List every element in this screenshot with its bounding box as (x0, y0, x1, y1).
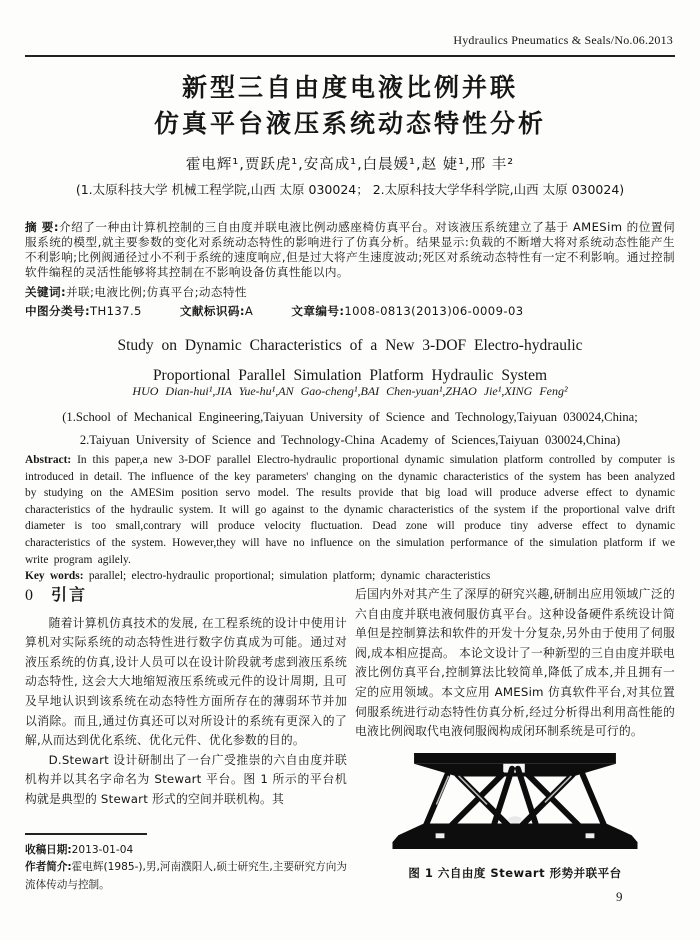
clc-number: TH137.5 (90, 304, 142, 318)
header-rule (25, 55, 675, 57)
page-number: 9 (616, 889, 623, 904)
article-title-en-line1: Study on Dynamic Characteristics of a New 3-DOF Electro-hydraulic (117, 337, 583, 354)
author-bio-label: 作者简介: (25, 861, 72, 873)
stewart-platform-image (391, 751, 639, 849)
article-title-zh (0, 70, 700, 142)
author-bio-line (25, 859, 347, 894)
keywords-zh-text: 并联;电液比例;仿真平台;动态特性 (66, 285, 247, 299)
received-date: 2013-01-04 (71, 843, 134, 856)
platform-top-plate (414, 753, 616, 764)
affiliation-en-1: (1.School of Mechanical Engineering,Taiyuan University of Science and Technology,Taiyuan 030024,China; (62, 410, 638, 424)
figure-1 (355, 751, 675, 884)
doc-code-label: 文献标识码: (179, 304, 245, 318)
article-title-en (0, 331, 700, 391)
affiliations-en (0, 406, 700, 452)
article-title-zh-line1: 新型三自由度电液比例并联 (181, 73, 518, 102)
doc-code: A (244, 304, 254, 318)
keywords-en-label: Key words: (25, 570, 84, 583)
left-column (25, 585, 347, 810)
abstract-zh-text: 介绍了一种由计算机控制的三自由度并联电液比例动感座椅仿真平台。对该液压系统建立了基于 AMESim 的位置伺服系统的模型,就主要参数的变化对系统动态特性的影响进行了仿真分析。结果显示:负载的不断增大将对系统动态性能产生不利影响;比例阀通径过小不利于系统的速度响应,但是过大将产生速度波动;死区对系统动态特性有一定不利影响。通过控制软件编程的灵活性能够将其控制在不影响设备仿真性能以内。 (25, 219, 676, 280)
article-title-en-line2: Proportional Parallel Simulation Platform Hydraulic System (152, 367, 548, 384)
abstract-en-text: In this paper,a new 3-DOF parallel Electro-hydraulic proportional dynamic simulation platform controlled by computer is introduced in detail. The influence of the key parameters' changing on the dynamic characteristics of the system has been analyzed by studying on the AMESim position servo model. The results provide that big load will produce adverse effect to dynamic characteristics of the hydraulic system. It will go against to the dynamic characteristics of the system if the proportional valve drift diameter is too small,contrary will produce velocity fluctuation. Dead zone will produce tiny adverse effect to dynamic characteristics of the system. However,they will have no influence on the simulation performance of the simulation platform if we write program agilely. (25, 454, 675, 566)
abstract-en-label: Abstract: (25, 454, 72, 466)
authors-en: HUO Dian-hui¹,JIA Yue-hu¹,AN Gao-cheng¹,BAI Chen-yuan¹,ZHAO Jie¹,XING Feng² (132, 384, 568, 398)
meta-line (25, 303, 675, 319)
figure-1-caption: 图 1 六自由度 Stewart 形势并联平台 (408, 866, 622, 881)
journal-header: Hydraulics Pneumatics & Seals/No.06.2013 (453, 33, 673, 47)
author-bio: 霍电辉(1985-),男,河南濮阳人,硕士研究生,主要研究方向为流体传动与控制。 (25, 861, 347, 891)
keywords-en (25, 568, 675, 585)
footnote-rule (25, 833, 147, 835)
clc-label: 中图分类号: (25, 304, 91, 318)
right-column-paragraph: 后国内外对其产生了深厚的研究兴趣,研制出应用领域广泛的六自由度并联电液伺服仿真平台。这种设备硬件系统设计简单但是控制算法和软件的开发十分复杂,另外由于使用了伺服阀,成本相应提高。 本论文设计了一种新型的三自由度并联电液比例仿真平台,控制算法比较简单,降低了成本,并且拥有一定的应用领域。本文应用 AMESim 仿真软件平台,对其位置伺服系统进行动态特性仿真分析,经过分析得出利用高性能的电液比例阀取代电液伺服阀构成闭环制系统是可行的。 (355, 587, 675, 739)
abstract-zh (25, 220, 675, 281)
section-number: 0 (25, 587, 35, 604)
authors-zh: 霍电辉¹,贾跃虎¹,安高成¹,白晨媛¹,赵 婕¹,邢 丰² (185, 157, 515, 173)
abstract-zh-label: 摘 要: (25, 219, 59, 234)
section-heading-intro (25, 585, 347, 606)
article-id: 1008-0813(2013)06-0009-03 (344, 304, 524, 318)
article-id-label: 文章编号: (291, 304, 345, 318)
platform-base (393, 823, 638, 848)
intro-paragraph-1: 随着计算机仿真技术的发展, 在工程系统的设计中使用计算机对实际系统的动态特性进行数字仿真成为可能。通过对液压系统的仿真,设计人员可以在设计阶段就考虑到液压系统动态特性, 这会大大地缩短液压系统或元件的设计周期, 且可及早地认识到该系统在动态特性方面所存在的薄弱环节并加以消除。而且,通过仿真还可以对所设计的系统有更深入的了解,从而达到优化系统、优化元件、优化参数的目的。 (25, 615, 347, 748)
keywords-en-text: parallel; electro-hydraulic proportional; simulation platform; dynamic characteristics (88, 570, 491, 583)
article-title-zh-line2: 仿真平台液压系统动态特性分析 (153, 109, 546, 138)
affiliations-zh: (1.太原科技大学 机械工程学院,山西 太原 030024； 2.太原科技大学华科学院,山西 太原 030024) (75, 182, 625, 197)
intro-paragraph-2: D.Stewart 设计研制出了一台广受推崇的六自由度并联机构并以其名字命名为 Stewart 平台。图 1 所示的平台机构就是典型的 Stewart 形式的空间并联机构。其 (25, 752, 347, 806)
footnote-block (25, 833, 347, 894)
keywords-zh-label: 关键词: (25, 285, 67, 299)
abstract-en (25, 452, 675, 568)
affiliation-en-2: 2.Taiyuan University of Science and Technology-China Academy of Sciences,Taiyuan 030024,China) (79, 433, 621, 447)
abstract-en-block (25, 452, 675, 585)
section-title: 引言 (51, 585, 88, 604)
right-column (355, 585, 675, 884)
received-date-label: 收稿日期: (25, 843, 72, 856)
received-date-line (25, 842, 347, 860)
keywords-zh (25, 284, 675, 300)
